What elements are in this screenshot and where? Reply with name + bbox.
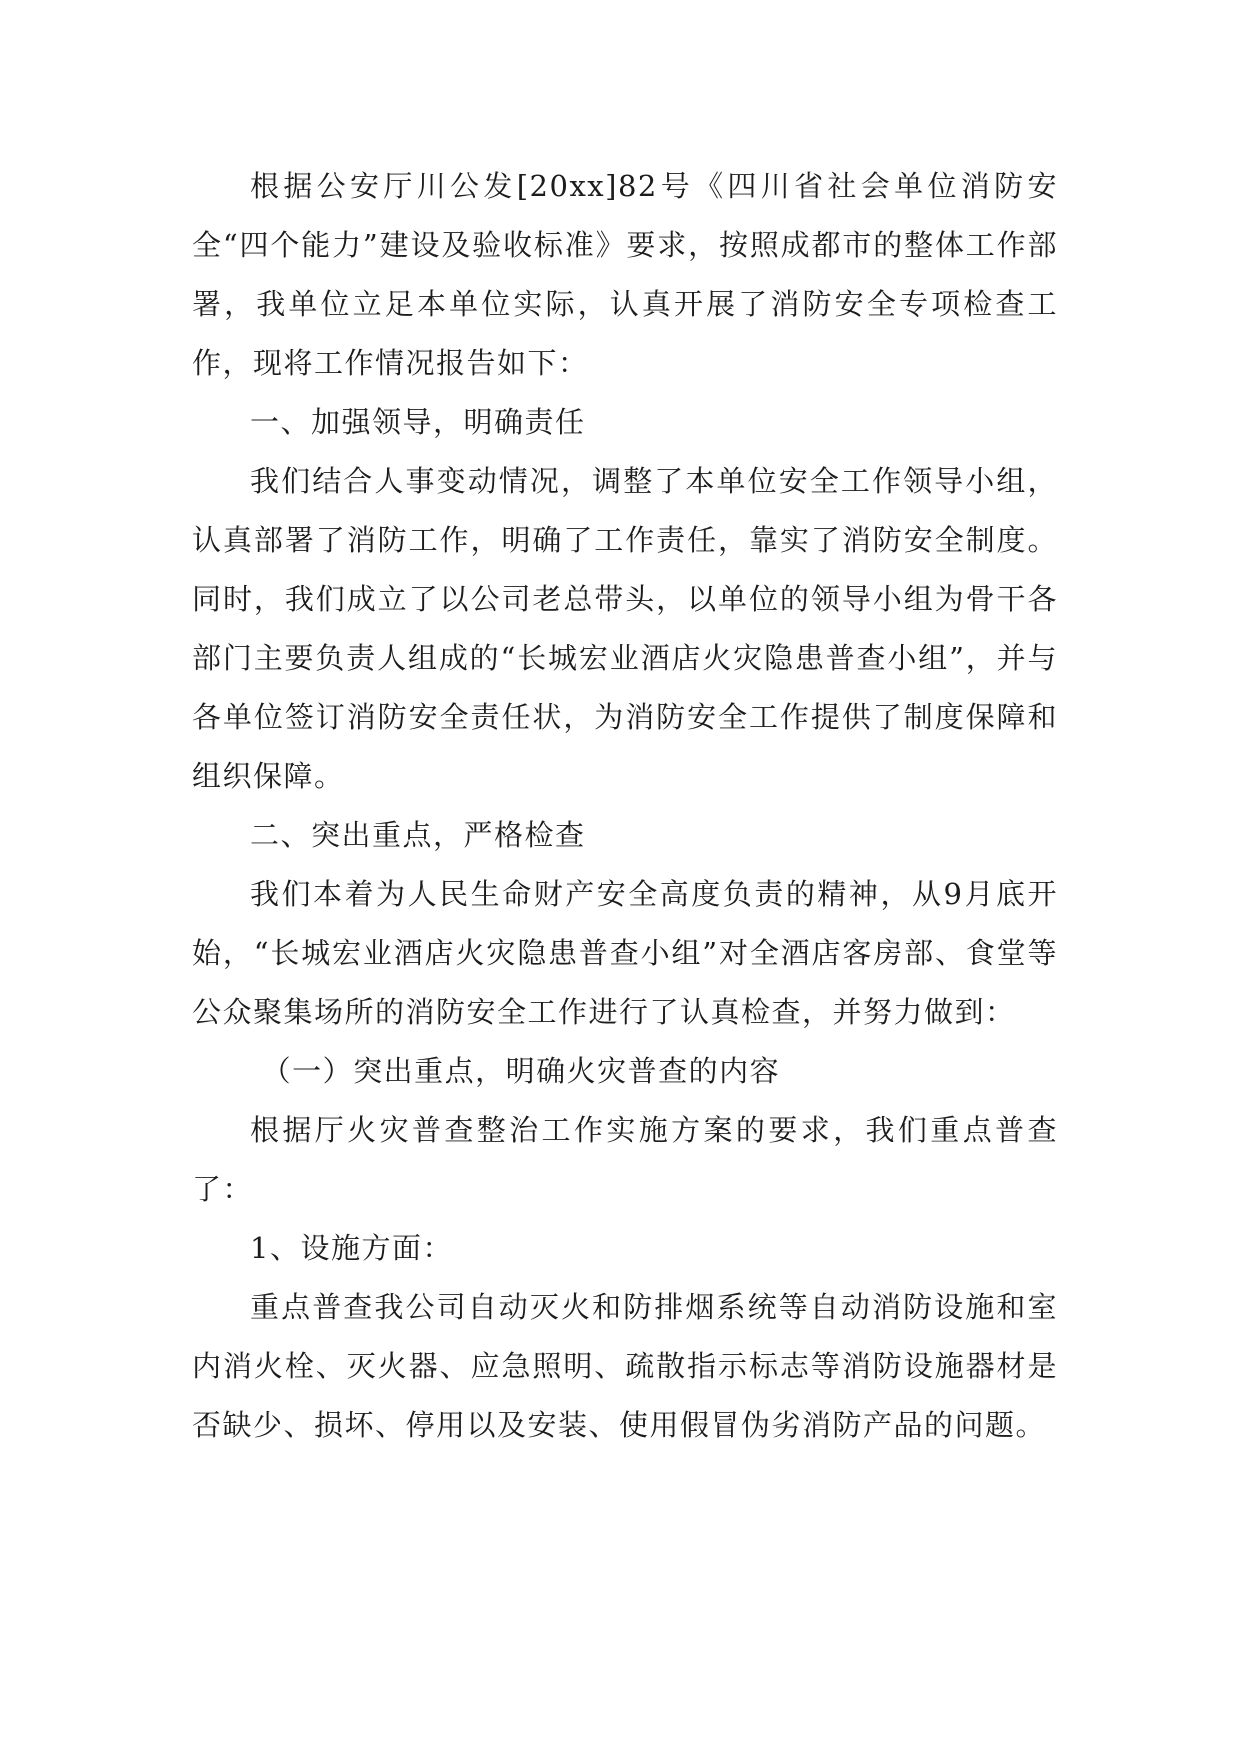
item-1-paragraph: 重点普查我公司自动灭火和防排烟系统等自动消防设施和室内消火栓、灭火器、应急照明、疏散指示标志等消防设施器材是否缺少、损坏、停用以及安装、使用假冒伪劣消防产品的问题。 [192, 1290, 1058, 1442]
section-heading-1: 一、加强领导，明确责任 [250, 405, 586, 439]
item-heading-1: 1、设施方面： [250, 1231, 453, 1265]
section-1-paragraph: 我们结合人事变动情况，调整了本单位安全工作领导小组，认真部署了消防工作，明确了工作责任，靠实了消防安全制度。同时，我们成立了以公司老总带头，以单位的领导小组为骨干各部门主要负责人组成的“长城宏业酒店火灾隐患普查小组”，并与各单位签订消防安全责任状，为消防安全工作提供了制度保障和组织保障。 [192, 464, 1058, 793]
subsection-heading-1: （一）突出重点，明确火灾普查的内容 [261, 1054, 781, 1088]
document-body [192, 157, 1058, 1455]
section-heading-2: 二、突出重点，严格检查 [250, 818, 586, 852]
subsection-1-paragraph: 根据厅火灾普查整治工作实施方案的要求，我们重点普查了： [192, 1113, 1058, 1206]
intro-paragraph: 根据公安厅川公发[20xx]82号《四川省社会单位消防安全“四个能力”建设及验收标准》要求，按照成都市的整体工作部署，我单位立足本单位实际，认真开展了消防安全专项检查工作，现将工作情况报告如下： [192, 169, 1058, 380]
section-2-paragraph: 我们本着为人民生命财产安全高度负责的精神，从9月底开始，“长城宏业酒店火灾隐患普查小组”对全酒店客房部、食堂等公众聚集场所的消防安全工作进行了认真检查，并努力做到： [192, 877, 1058, 1029]
